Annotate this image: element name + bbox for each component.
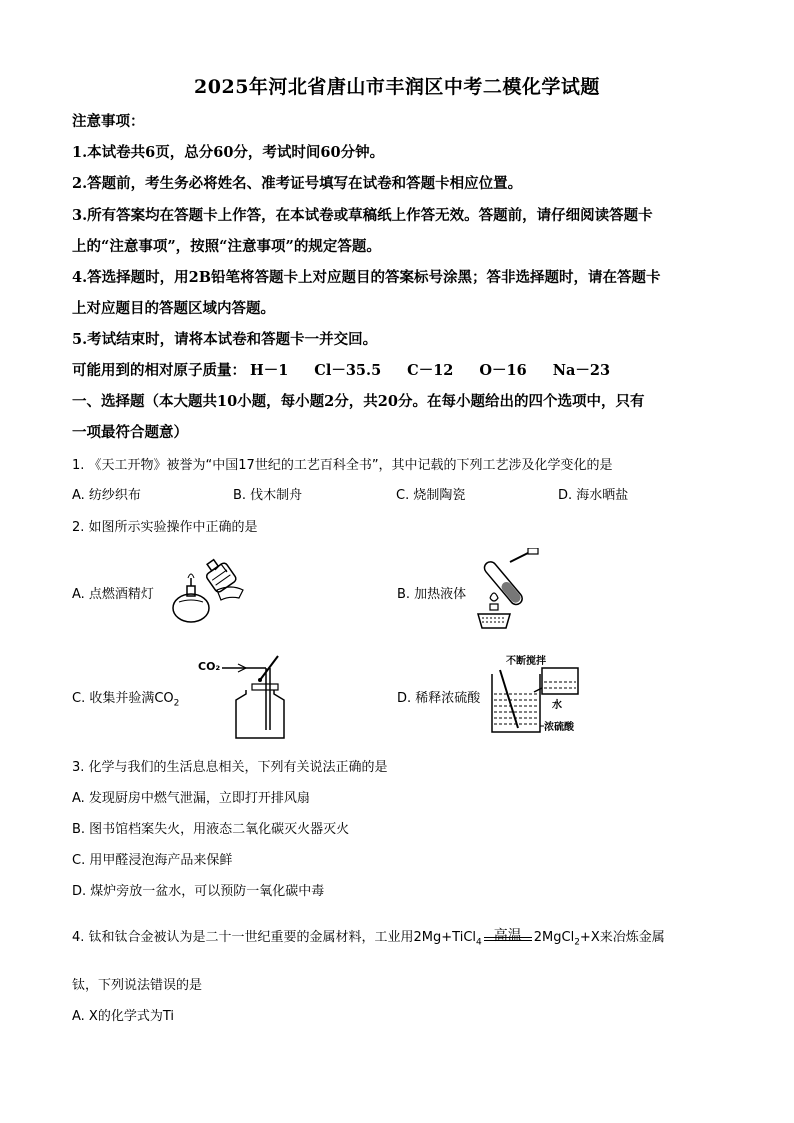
q4-stem-suffix: +X来冶炼金属 <box>579 930 665 945</box>
q1-stem: 1. 《天工开物》被誉为“中国17世纪的工艺百科全书”，其中记载的下列工艺涉及化学变化的是 <box>72 458 613 473</box>
q4-sub2: 2 <box>574 937 580 948</box>
q2-option-c-text: C. 收集并验满CO <box>72 691 174 706</box>
q4-stem-line2: 钛，下列说法错误的是 <box>72 978 203 993</box>
mass-na: Na－23 <box>552 362 611 379</box>
q2-option-c <box>72 687 179 709</box>
notice-item-2: 2.答题前，考生务必将姓名、准考证号填写在试卷和答题卡相应位置。 <box>72 175 523 192</box>
fig-d-acid-label: 浓硫酸 <box>544 722 574 733</box>
q3-option-c: C. 用甲醛浸泡海产品来保鲜 <box>72 853 233 868</box>
q4-stem-prefix: 4. 钛和钛合金被认为是二十一世纪重要的金属材料，工业用2Mg+TiCl <box>72 930 477 945</box>
fig-d-stir-label: 不断搅拌 <box>506 656 546 667</box>
atomic-masses-label: 可能用到的相对原子质量： <box>72 362 246 379</box>
q4-product: 2MgCl <box>533 930 575 945</box>
notice-item-3: 3.所有答案均在答题卡上作答，在本试卷或草稿纸上作答无效。答题前，请仔细阅读答题卡 <box>72 207 653 224</box>
q4-sub4: 4 <box>476 937 482 948</box>
q2-stem: 2. 如图所示实验操作中正确的是 <box>72 520 258 535</box>
q3-option-a: A. 发现厨房中燃气泄漏，立即打开排风扇 <box>72 791 310 806</box>
co2-collection-figure <box>196 652 286 740</box>
q1-option-a: A. 纺纱织布 <box>72 488 141 503</box>
q3-stem: 3. 化学与我们的生活息息相关，下列有关说法正确的是 <box>72 760 388 775</box>
atomic-masses <box>72 359 636 380</box>
notice-item-1: 1.本试卷共6页，总分60分，考试时间60分钟。 <box>72 144 385 161</box>
q3-option-b: B. 图书馆档案失火，用液态二氧化碳灭火器灭火 <box>72 822 350 837</box>
mass-o: O－16 <box>479 362 527 379</box>
fig-d-water-label: 水 <box>552 700 562 711</box>
q1-option-d: D. 海水晒盐 <box>558 488 629 503</box>
alcohol-lamp-lighting-figure <box>165 550 245 630</box>
heating-liquid-figure <box>470 548 550 630</box>
mass-c: C－12 <box>407 362 454 379</box>
q2-option-c-subscript: 2 <box>173 698 180 709</box>
condition-label: 高温 <box>493 928 522 944</box>
q2-option-a: A. 点燃酒精灯 <box>72 587 154 602</box>
section-1-heading-cont: 一项最符合题意） <box>72 424 188 441</box>
mass-cl: Cl－35.5 <box>314 362 382 379</box>
q2-option-d: D. 稀释浓硫酸 <box>397 691 481 706</box>
notice-item-3-cont: 上的“注意事项”，按照“注意事项”的规定答题。 <box>72 238 381 255</box>
q4-option-a: A. X的化学式为Ti <box>72 1009 174 1024</box>
q4-stem <box>72 926 665 948</box>
q3-option-d: D. 煤炉旁放一盆水，可以预防一氧化碳中毒 <box>72 884 325 899</box>
notice-heading: 注意事项： <box>72 113 145 130</box>
q1-option-c: C. 烧制陶瓷 <box>396 488 466 503</box>
q1-option-b: B. 伐木制舟 <box>233 488 303 503</box>
diluting-sulfuric-acid-figure <box>488 652 584 738</box>
notice-item-5: 5.考试结束时，请将本试卷和答题卡一并交回。 <box>72 331 378 348</box>
fig-c-gas-label: CO₂ <box>198 660 221 673</box>
notice-item-4-cont: 上对应题目的答题区域内答题。 <box>72 300 275 317</box>
mass-h: H－1 <box>250 362 289 379</box>
notice-item-4: 4.答选择题时，用2B铅笔将答题卡上对应题目的答案标号涂黑；答非选择题时，请在答题卡 <box>72 269 661 286</box>
q2-option-b: B. 加热液体 <box>397 587 467 602</box>
page-title: 2025年河北省唐山市丰润区中考二模化学试题 <box>194 76 600 98</box>
section-1-heading: 一、选择题（本大题共10小题，每小题2分，共20分。在每小题给出的四个选项中，只有 <box>72 393 645 410</box>
